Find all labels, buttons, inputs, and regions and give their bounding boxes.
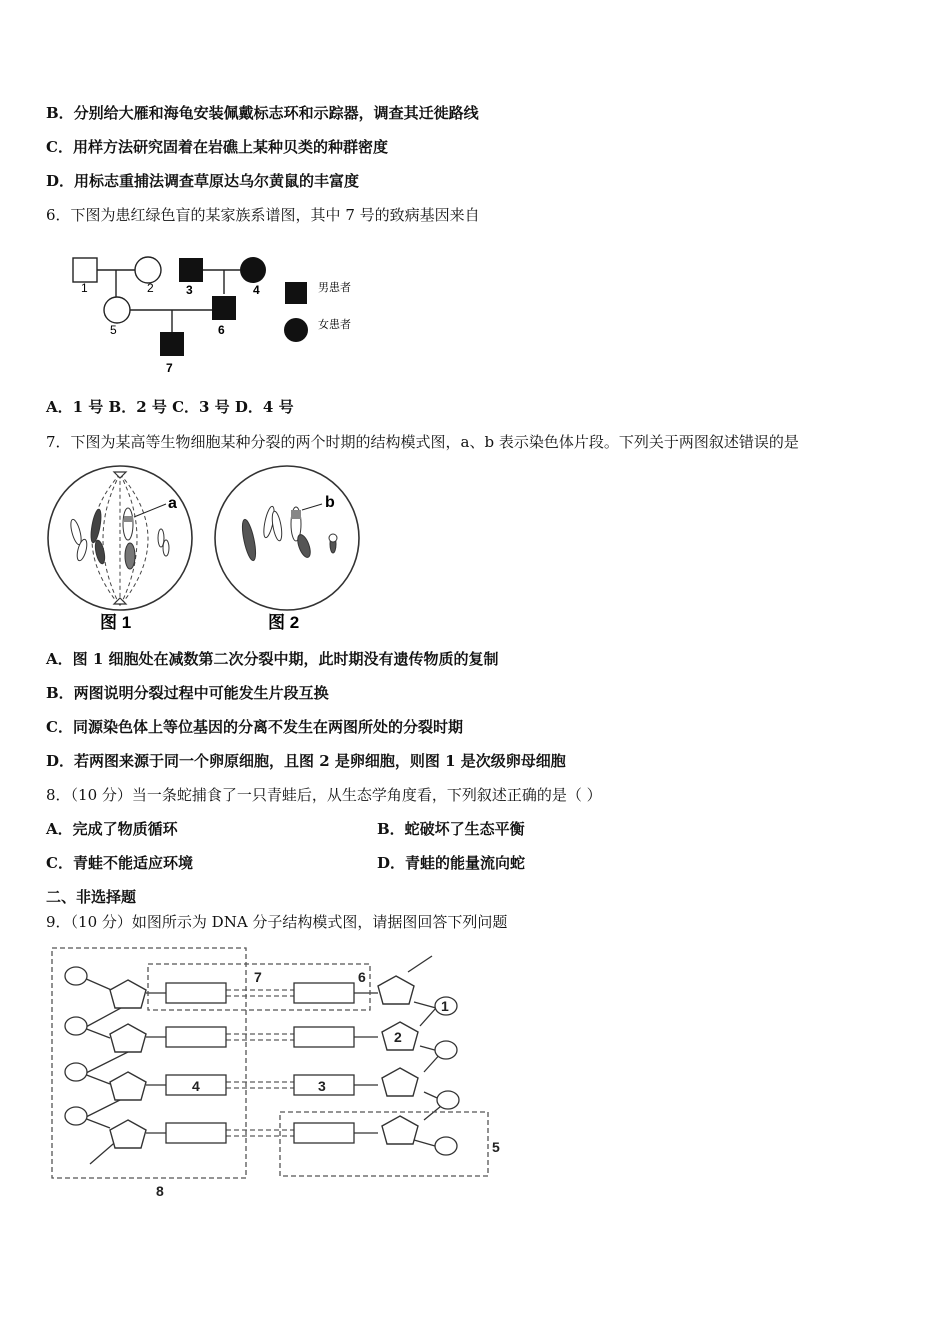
legend-female-affected-symbol [284, 318, 308, 342]
q8-option-b: B．蛇破坏了生态平衡 [377, 820, 525, 838]
pedigree-label: 7 [166, 361, 173, 375]
pedigree-label: 5 [110, 323, 117, 337]
legend-male-affected-label: 男患者 [318, 282, 351, 294]
dna-label-7: 7 [254, 969, 262, 985]
q7-option-d: D．若两图来源于同一个卵原细胞，且图 2 是卵细胞，则图 1 是次级卵母细胞 [46, 752, 566, 770]
q7-option-a: A．图 1 细胞处在减数第二次分裂中期，此时期没有遗传物质的复制 [46, 650, 499, 668]
q6-stem: 6．下图为患红绿色盲的某家族系谱图，其中 7 号的致病基因来自 [46, 206, 480, 224]
pedigree-individual-4 [240, 257, 266, 283]
q5-option-b: B．分别给大雁和海龟安装佩戴标志环和示踪器，调查其迁徙路线 [46, 104, 479, 122]
q8-option-d: D．青蛙的能量流向蛇 [377, 854, 526, 872]
figure-2-caption: 图 2 [268, 613, 300, 632]
dna-label-6: 6 [358, 969, 366, 985]
pedigree-individual-3 [179, 258, 203, 282]
label-b: b [325, 494, 335, 511]
q8-option-c: C．青蛙不能适应环境 [46, 854, 193, 872]
q5-option-c: C．用样方法研究固着在岩礁上某种贝类的种群密度 [46, 138, 388, 156]
dna-label-4: 4 [192, 1078, 200, 1094]
q8-option-a: A．完成了物质循环 [46, 820, 178, 838]
q6-options: A．1 号 B．2 号 C．3 号 D．4 号 [46, 398, 294, 416]
figure-1-caption: 图 1 [100, 613, 132, 632]
pedigree-individual-7 [160, 332, 184, 356]
cell-division-figure [44, 464, 364, 636]
dna-label-1: 1 [441, 998, 449, 1014]
q5-option-d: D．用标志重捕法调查草原达乌尔黄鼠的丰富度 [46, 172, 360, 190]
label-a: a [168, 495, 177, 512]
q7-option-b: B．两图说明分裂过程中可能发生片段互换 [46, 684, 329, 702]
legend-male-affected-symbol [285, 282, 307, 304]
pedigree-individual-6 [212, 296, 236, 320]
figure-2-cell [215, 466, 359, 632]
pedigree-individual-5 [104, 297, 130, 323]
pedigree-label: 2 [147, 281, 154, 295]
dna-structure-figure [48, 942, 508, 1204]
pedigree-figure [60, 248, 380, 378]
pedigree-label: 1 [81, 281, 88, 295]
figure-1-cell [48, 466, 192, 632]
dna-label-8: 8 [156, 1183, 164, 1199]
dna-label-5: 5 [492, 1139, 500, 1155]
pedigree-individual-2 [135, 257, 161, 283]
q8-stem: 8．（10 分）当一条蛇捕食了一只青蛙后，从生态学角度看，下列叙述正确的是（ ） [46, 786, 602, 804]
q7-stem: 7．下图为某高等生物细胞某种分裂的两个时期的结构模式图，a、b 表示染色体片段。下列关于两图叙述错误的是 [46, 433, 799, 451]
pedigree-individual-1 [73, 258, 97, 282]
q9-stem: 9．（10 分）如图所示为 DNA 分子结构模式图，请据图回答下列问题 [46, 913, 508, 931]
pedigree-label: 6 [218, 323, 225, 337]
dna-label-2: 2 [394, 1029, 402, 1045]
pedigree-label: 3 [186, 283, 193, 297]
legend-female-affected-label: 女患者 [318, 319, 351, 331]
section-heading: 二、非选择题 [46, 888, 137, 906]
q7-option-c: C．同源染色体上等位基因的分离不发生在两图所处的分裂时期 [46, 718, 463, 736]
dna-label-3: 3 [318, 1078, 326, 1094]
pedigree-label: 4 [253, 283, 260, 297]
